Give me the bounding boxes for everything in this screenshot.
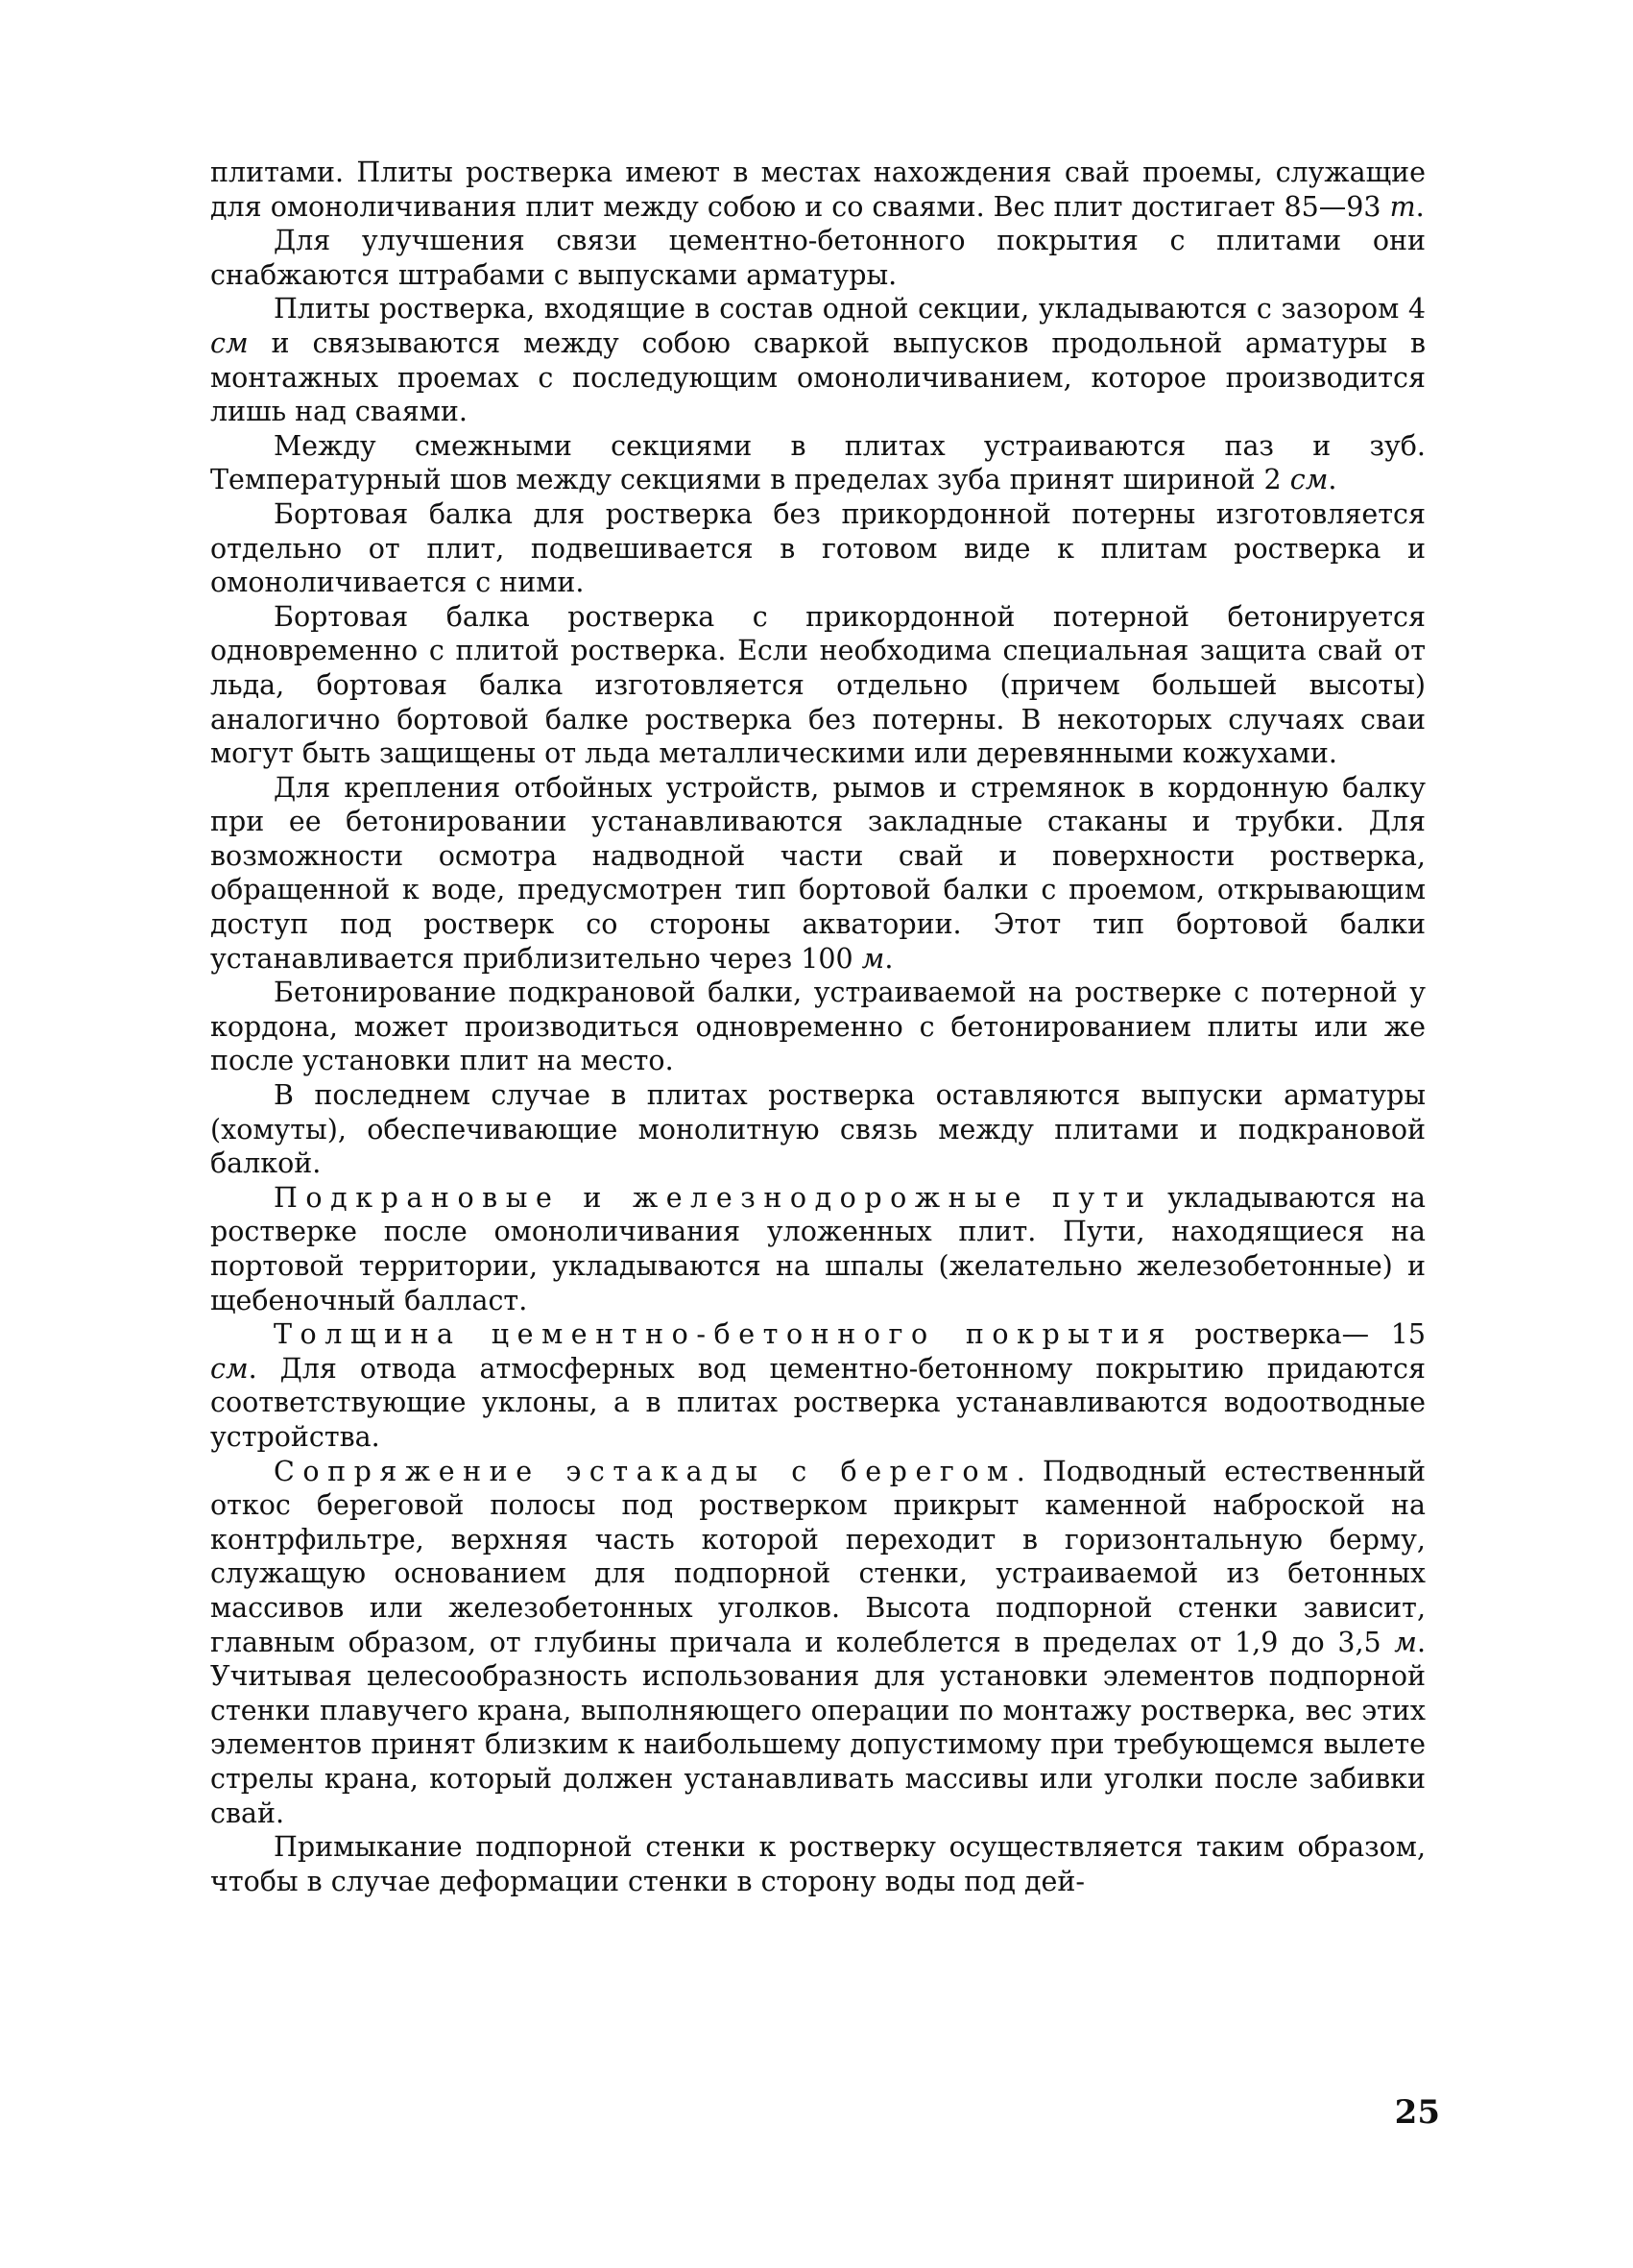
text-segment: . (1415, 190, 1425, 223)
paragraph-p5 (210, 497, 1426, 600)
paragraph-p7 (210, 771, 1426, 977)
text-segment: . (884, 942, 894, 975)
text-segment: см (210, 326, 249, 359)
text-segment: см (1289, 464, 1329, 496)
text-segment: . Подводный естественный откос береговой полосы под ростверком прикрыт каменной наброской на контрфильтре, верхняя часть которой переходит в горизонтальную берму, служащую основанием для подпорной стенки, устраиваемой из бетонных массивов или железобетонных уголков. Высота подпорной стенки зависит, главным образом, от глубины причала и колеблется в пределах от 1,9 до 3,5 (210, 1455, 1426, 1658)
text-segment: Плиты ростверка, входящие в состав одной секции, укладываются с зазором 4 (274, 293, 1426, 326)
paragraph-p2 (210, 224, 1426, 292)
page-body (210, 156, 1426, 1898)
paragraph-p1 (210, 156, 1426, 224)
text-segment: Толщина цементно-бетонного покрытия (274, 1318, 1173, 1351)
text-segment: м (1394, 1626, 1417, 1658)
text-segment: В последнем случае в плитах ростверка оставляются выпуски арматуры (хомуты), обеспечивающие монолитную связь между плитами и подкрановой балкой. (210, 1079, 1426, 1180)
text-segment: Бетонирование подкрановой балки, устраиваемой на ростверке с потерной у кордона, может производиться одновременно с бетонированием плиты или же после установки плит на место. (210, 977, 1426, 1077)
text-segment: т (1389, 190, 1416, 223)
text-segment: и связываются между собою сваркой выпусков продольной арматуры в монтажных проемах с последующим омоноличиванием, которое производится лишь над сваями. (210, 326, 1426, 428)
text-segment: укладываются на ростверке после омоноличивания уложенных плит. Пути, находящиеся на портовой территории, укладываются на шпалы (желательно железобетонные) и щебеночный балласт. (210, 1181, 1426, 1316)
paragraph-p9 (210, 1078, 1426, 1181)
paragraph-p6 (210, 600, 1426, 771)
text-segment: Сопряжение эстакады с берегом (274, 1455, 1017, 1487)
text-segment: Бортовая балка для ростверка без прикордонной потерны изготовляется отдельно от плит, подвешивается в готовом виде к плитам ростверка и омоноличивается с ними. (210, 497, 1426, 599)
text-segment: Для улучшения связи цементно-бетонного покрытия с плитами они снабжаются штрабами с выпусками арматуры. (210, 225, 1426, 291)
text-segment: Бортовая балка ростверка с прикордонной потерной бетонируется одновременно с плитой ростверка. Если необходима специальная защита свай от льда, бортовая балка изготовляется отдельно (причем большей высоты) аналогично бортовой балке ростверка без потерны. В некоторых случаях сваи могут быть защищены от льда металлическими или деревянными кожухами. (210, 600, 1426, 770)
paragraph-p4 (210, 429, 1426, 497)
paragraph-p12 (210, 1455, 1426, 1831)
text-segment: м (861, 942, 885, 975)
text-segment: Примыкание подпорной стенки к ростверку осуществляется таким образом, чтобы в случае деформации стенки в сторону воды под дей- (210, 1831, 1426, 1897)
text-segment: ростверка— 15 (1172, 1318, 1426, 1351)
text-segment: Между смежными секциями в плитах устраиваются паз и зуб. Температурный шов между секциями в пределах зуба принят шириной 2 (210, 429, 1426, 496)
text-segment: . Учитывая целесообразность использования для установки элементов подпорной стенки плавучего крана, выполняющего операции по монтажу ростверка, вес этих элементов принят близким к наибольшему допустимому при требующемся вылете стрелы крана, который должен устанавливать массивы или уголки после забивки свай. (210, 1626, 1426, 1829)
paragraph-p3 (210, 292, 1426, 428)
text-segment: . (1328, 464, 1337, 496)
paragraph-p10 (210, 1181, 1426, 1317)
text-segment: см (210, 1352, 249, 1385)
paragraph-p8 (210, 976, 1426, 1078)
paragraph-p11 (210, 1317, 1426, 1454)
text-segment: Для крепления отбойных устройств, рымов и стремянок в кордонную балку при ее бетонировании устанавливаются закладные стаканы и трубки. Для возможности осмотра надводной части свай и поверхности ростверка, обращенной к воде, предусмотрен тип бортовой балки с проемом, открывающим доступ под ростверк со стороны акватории. Этот тип бортовой балки устанавливается приблизительно через 100 (210, 771, 1426, 975)
text-segment: Подкрановые и железнодорожные пути (274, 1181, 1153, 1214)
paragraph-p13 (210, 1830, 1426, 1898)
text-segment: плитами. Плиты ростверка имеют в местах нахождения свай проемы, служащие для омоноличивания плит между собою и со сваями. Вес плит достигает 85—93 (210, 157, 1426, 223)
text-segment: . Для отвода атмосферных вод цементно-бетонному покрытию придаются соответствующие уклоны, а в плитах ростверка устанавливаются водоотводные устройства. (210, 1352, 1426, 1453)
page-number: 25 (1394, 2093, 1440, 2132)
